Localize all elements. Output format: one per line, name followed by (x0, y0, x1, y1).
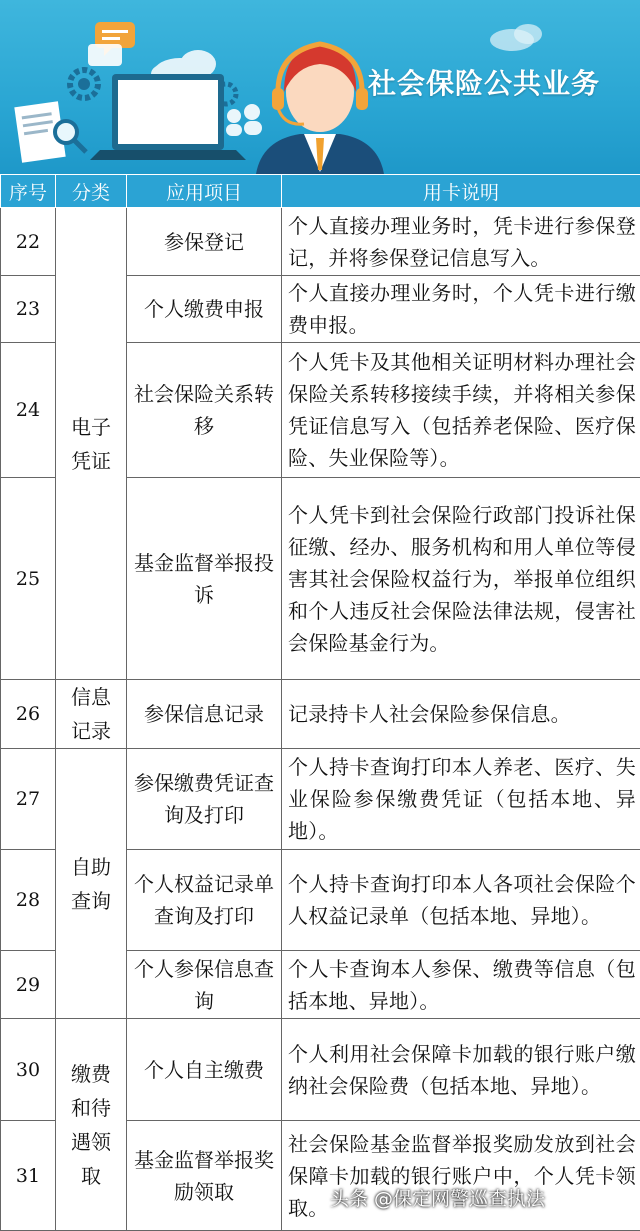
usage-description: 社会保险基金监督举报奖励发放到社会保障卡加载的银行账户中，个人凭卡领取。 (282, 1121, 640, 1231)
service-table-wrapper (0, 174, 640, 1231)
application-item: 参保登记 (127, 208, 282, 276)
category-cell: 自助查询 (56, 749, 127, 1019)
row-number: 23 (1, 276, 56, 343)
usage-description: 个人直接办理业务时，个人凭卡进行缴费申报。 (282, 276, 640, 343)
application-item: 参保缴费凭证查询及打印 (127, 749, 282, 850)
row-number: 28 (1, 850, 56, 951)
header-number: 序号 (1, 175, 56, 208)
row-number: 27 (1, 749, 56, 850)
watermark: 头条 @保定网警巡查执法 (330, 1184, 545, 1211)
row-number: 26 (1, 680, 56, 749)
table-row (1, 680, 640, 749)
row-number: 30 (1, 1019, 56, 1121)
service-table (0, 174, 640, 1231)
application-item: 社会保险关系转移 (127, 343, 282, 478)
header-category: 分类 (56, 175, 127, 208)
row-number: 25 (1, 478, 56, 680)
usage-description: 个人利用社会保障卡加载的银行账户缴纳社会保险费（包括本地、异地）。 (282, 1019, 640, 1121)
header-card-usage-description: 用卡说明 (282, 175, 640, 208)
usage-description: 个人卡查询本人参保、缴费等信息（包括本地、异地）。 (282, 951, 640, 1019)
banner (0, 0, 640, 174)
usage-description: 个人凭卡到社会保险行政部门投诉社保征缴、经办、服务机构和用人单位等侵害其社会保险权益行为，举报单位组织和个人违反社会保险法律法规，侵害社会保险基金行为。 (282, 478, 640, 680)
usage-description: 个人直接办理业务时，凭卡进行参保登记，并将参保登记信息写入。 (282, 208, 640, 276)
row-number: 22 (1, 208, 56, 276)
application-item: 个人参保信息查询 (127, 951, 282, 1019)
table-row (1, 208, 640, 276)
application-item: 个人自主缴费 (127, 1019, 282, 1121)
application-item: 参保信息记录 (127, 680, 282, 749)
table-row (1, 749, 640, 850)
row-number: 31 (1, 1121, 56, 1231)
category-cell: 电子凭证 (56, 208, 127, 680)
category-cell: 信息记录 (56, 680, 127, 749)
application-item: 基金监督举报投诉 (127, 478, 282, 680)
usage-description: 个人持卡查询打印本人养老、医疗、失业保险参保缴费凭证（包括本地、异地）。 (282, 749, 640, 850)
usage-description: 个人持卡查询打印本人各项社会保险个人权益记录单（包括本地、异地）。 (282, 850, 640, 951)
row-number: 29 (1, 951, 56, 1019)
application-item: 个人缴费申报 (127, 276, 282, 343)
header-application-item: 应用项目 (127, 175, 282, 208)
application-item: 个人权益记录单查询及打印 (127, 850, 282, 951)
banner-title: 社会保险公共业务 (368, 62, 600, 102)
usage-description: 个人凭卡及其他相关证明材料办理社会保险关系转移接续手续，并将相关参保凭证信息写入（包括养老保险、医疗保险、失业保险等）。 (282, 343, 640, 478)
table-header-row (1, 175, 640, 208)
category-cell: 缴费和待遇领取 (56, 1019, 127, 1231)
usage-description: 记录持卡人社会保险参保信息。 (282, 680, 640, 749)
application-item: 基金监督举报奖励领取 (127, 1121, 282, 1231)
table-row (1, 1019, 640, 1121)
row-number: 24 (1, 343, 56, 478)
